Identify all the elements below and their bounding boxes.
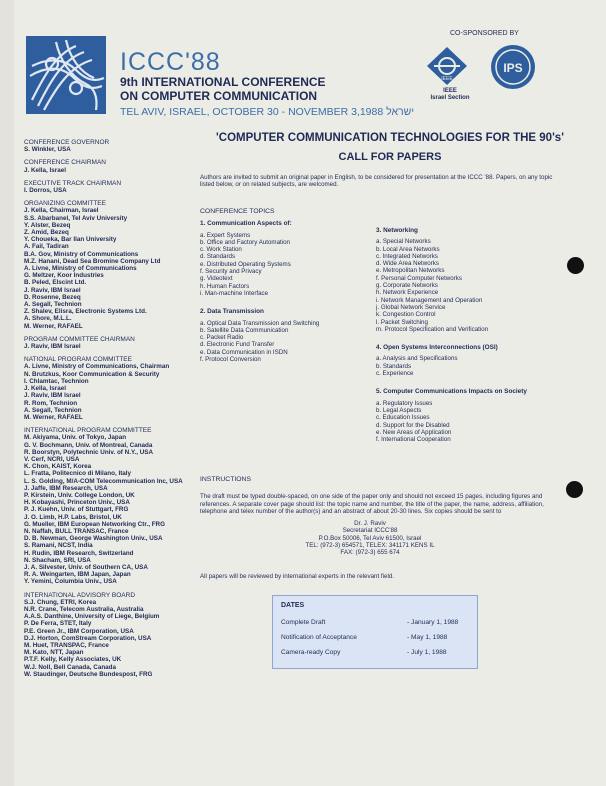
committee-member: N. Naffah, BULL TRANSAC, France <box>24 527 129 535</box>
committee-member: M. Akiyama, Univ. of Tokyo, Japan <box>24 434 127 442</box>
instructions-block <box>200 476 560 515</box>
committee-member: N.R. Crane, Telecom Australia, Australia <box>24 605 144 613</box>
topic-section-title: 2. Data Transmission <box>200 308 264 316</box>
committee-member: P.E. Green Jr., IBM Corporation, USA <box>24 627 134 635</box>
committee-section <box>24 159 199 173</box>
committee-member: W. Staudinger, Deutsche Bundespost, FRG <box>24 670 153 678</box>
topic-item: i. Network Management and Operation <box>376 296 483 304</box>
topic-item: l. Packet Switching <box>376 318 428 326</box>
committee-member: H. Kobayashi, Princeton Univ., USA <box>24 499 130 507</box>
committee-member: K. Chon, KAIST, Korea <box>24 463 92 471</box>
committee-member: P. J. Kuehn, Univ. of Stuttgart, FRG <box>24 506 129 514</box>
committee-member: J. Jaffe, IBM Research, USA <box>24 484 108 492</box>
topic-section-title: 4. Open Systems Interconnections (OSI) <box>376 344 498 352</box>
committee-column <box>24 139 199 684</box>
ieee-label <box>420 88 480 102</box>
date-row <box>273 645 477 660</box>
committee-member: Y. Yemini, Columbia Univ., USA <box>24 578 117 586</box>
date-value: - May 1, 1988 <box>407 634 448 641</box>
date-label: Complete Draft <box>281 619 326 626</box>
committee-label: ORGANIZING COMMITTEE <box>24 200 106 208</box>
topics-heading: CONFERENCE TOPICS <box>200 208 275 215</box>
topic-item: e. New Areas of Application <box>376 428 452 436</box>
committee-member: P. De Ferra, STET, Italy <box>24 620 92 628</box>
topic-item: g. Videotext <box>200 275 233 283</box>
committee-member: A. Segall, Technion <box>24 301 82 309</box>
committee-member: I. Chlamtac, Technion <box>24 377 89 385</box>
topic-item: a. Analysis and Specifications <box>376 355 458 363</box>
topic-item: f. Security and Privacy <box>200 268 262 276</box>
committee-member: J. A. Silvester, Univ. of Southern CA, USA <box>24 563 148 571</box>
topic-item: e. Data Communication in ISDN <box>200 348 288 356</box>
iccc-title: ICCC'88 <box>120 48 221 76</box>
committee-member: V. Cerf, NCRI, USA <box>24 455 80 463</box>
instructions-heading: INSTRUCTIONS <box>200 476 251 483</box>
contact-line: TEL: (972-3) 654571, TELEX: 341171 KENS IL <box>305 541 435 549</box>
binder-hole-icon <box>566 481 583 498</box>
committee-member: D. Rosenne, Bezeq <box>24 293 81 301</box>
topic-section-title: 3. Networking <box>376 227 418 234</box>
committee-label: NATIONAL PROGRAM COMMITTEE <box>24 356 132 364</box>
svg-text:IPS: IPS <box>503 61 523 75</box>
committee-section <box>24 180 199 194</box>
topic-item: b. Satellite Data Communication <box>200 326 289 334</box>
committee-member: A.A.S. Danthine, University of Liege, Belgium <box>24 613 160 621</box>
review-note: All papers will be reviewed by international experts in the relevant field. <box>200 573 394 580</box>
committee-member: G. V. Bochmann, Univ. of Montreal, Canada <box>24 441 153 449</box>
topic-item: d. Electronic Fund Transfer <box>200 341 275 349</box>
dates-box <box>272 595 478 669</box>
topic-item: c. Education Issues <box>376 414 430 422</box>
topic-item: b. Standards <box>376 362 412 370</box>
topic-item: a. Regulatory Issues <box>376 399 433 407</box>
binder-hole-icon <box>567 257 584 274</box>
topic-item: c. Integrated Networks <box>376 252 438 260</box>
committee-member: S.S. Abarbanel, Tel Aviv University <box>24 214 128 222</box>
topic-item: m. Protocol Specification and Verification <box>376 325 489 333</box>
ips-logo-icon <box>490 44 536 90</box>
committee-label: CONFERENCE CHAIRMAN <box>24 159 106 167</box>
conference-line-1: 9th INTERNATIONAL CONFERENCE <box>120 75 326 89</box>
contact-line: P.O.Box 50006, Tel Aviv 61500, Israel <box>318 534 422 542</box>
topic-item: b. Office and Factory Automation <box>200 238 290 246</box>
conference-dateline: TEL AVIV, ISRAEL, OCTOBER 30 - NOVEMBER 3,1988 ישראל <box>120 106 415 118</box>
date-value: - July 1, 1988 <box>407 649 447 656</box>
committee-member: G. Meltzer, Koor Industries <box>24 272 104 280</box>
committee-member: J. Kella, Israel <box>24 385 67 393</box>
committee-member: M.Z. Hanani, Dead Sea Bromine Company Ltd <box>24 257 161 265</box>
topic-item: c. Experience <box>376 370 414 378</box>
topic-item: h. Human Factors <box>200 282 250 290</box>
committee-member: M. Kato, NTT, Japan <box>24 649 84 657</box>
topic-item: b. Legal Aspects <box>376 406 422 414</box>
contact-line: Secretariat ICCC'88 <box>342 527 398 535</box>
topic-item: f. Personal Computer Networks <box>376 274 462 282</box>
svg-text:IEEE: IEEE <box>441 76 453 82</box>
committee-label: INTERNATIONAL ADVISORY BOARD <box>24 591 136 599</box>
committee-section <box>24 139 199 153</box>
intro-paragraph: Authors are invited to submit an original paper in English, to be considered for presentation at the ICCC '88. Papers, on any topic listed below, or on related subjects, are welcomed. <box>200 174 553 189</box>
topic-item: g. Corporate Networks <box>376 282 438 290</box>
committee-member: R. Rom, Technion <box>24 399 78 407</box>
topic-item: a. Optical Data Transmission and Switching <box>200 319 320 327</box>
topics-column-a <box>200 208 370 369</box>
committee-member: S. Winkler, USA <box>24 146 71 154</box>
committee-member: A. Livne, Ministry of Communications <box>24 265 137 273</box>
topic-item: d. Standards <box>200 253 236 261</box>
committee-member: B. Peled, Elscint Ltd. <box>24 279 87 287</box>
committee-section <box>24 592 199 678</box>
topic-item: f. International Cooperation <box>376 436 451 444</box>
committee-member: D.J. Horton, ComStream Corporation, USA <box>24 634 152 642</box>
committee-section <box>24 356 199 421</box>
committee-member: R. Boorstyn, Polytechnic Univ. of N.Y., USA <box>24 448 153 456</box>
committee-member: N. Brutzkus, Koor Communication & Security <box>24 370 160 378</box>
committee-member: N. Shacham, SRI, USA <box>24 556 91 564</box>
paper-theme-title: 'COMPUTER COMMUNICATION TECHNOLOGIES FOR THE 90's' <box>216 132 564 144</box>
topic-item: d. Support for the Disabled <box>376 421 450 429</box>
conference-logo-icon <box>26 36 106 114</box>
committee-member: J. Raviv, IBM Israel <box>24 286 81 294</box>
committee-member: J. Raviv, IBM Israel <box>24 343 81 351</box>
topic-item: c. Work Station <box>200 246 242 254</box>
committee-member: G. Mueller, IBM European Networking Ctr., FRG <box>24 520 165 528</box>
topic-item: d. Wide Area Networks <box>376 260 439 268</box>
date-value: - January 1, 1988 <box>407 619 459 626</box>
topic-item: c. Packet Radio <box>200 334 244 342</box>
topic-section-title: 1. Communication Aspects of: <box>200 220 292 228</box>
committee-member: S. Ramani, NCST, India <box>24 542 93 550</box>
instructions-text: The draft must be typed double-spaced, on one side of the paper only and should not exceed 15 pages, including figures and references. A separate cover page should list: the topic name and number, the title of the paper, the name, address, affiliation, telephone and telex number of the author(s) and an abstract of about 20-30 lines. Six copies should be sent to <box>200 493 544 515</box>
co-sponsored-label: CO-SPONSORED BY <box>450 30 519 37</box>
topic-item: f. Protocol Conversion <box>200 356 261 364</box>
topic-item: h. Network Experience <box>376 289 439 297</box>
date-label: Camera-ready Copy <box>281 649 341 656</box>
committee-member: Y. Alster, Bezeq <box>24 221 71 229</box>
committee-member: L. Fratta, Politecnico di Milano, Italy <box>24 470 132 478</box>
committee-member: Y. Choueka, Bar Ilan University <box>24 236 117 244</box>
date-label: Notification of Acceptance <box>281 634 357 641</box>
topic-item: e. Distributed Operating Systems <box>200 260 291 268</box>
committee-member: I. Dorros, USA <box>24 187 67 195</box>
committee-member: J. Kella, Chairman, Israel <box>24 207 99 215</box>
committee-member: P. Kirstein, Univ. College London, UK <box>24 491 135 499</box>
topic-item: b. Local Area Networks <box>376 245 440 253</box>
committee-member: M. Werner, RAFAEL <box>24 413 83 421</box>
topics-column-b <box>376 222 566 449</box>
committee-member: W.J. Noll, Bell Canada, Canada <box>24 663 117 671</box>
committee-member: J. O. Limb, H.P. Labs, Bristol, UK <box>24 513 122 521</box>
committee-label: PROGRAM COMMITTEE CHAIRMAN <box>24 335 135 343</box>
date-row <box>273 630 477 645</box>
committee-member: D. B. Newman, George Washington Univ., USA <box>24 535 163 543</box>
committee-member: L. S. Golding, M/A-COM Telecommunication Inc, USA <box>24 477 183 485</box>
topic-item: e. Metropolitan Networks <box>376 267 445 275</box>
committee-label: INTERNATIONAL PROGRAM COMMITTEE <box>24 427 152 435</box>
committee-section <box>24 200 199 330</box>
topic-item: k. Congestion Control <box>376 311 436 319</box>
committee-member: S.J. Chung, ETRI, Korea <box>24 598 97 606</box>
committee-member: M. Werner, RAFAEL <box>24 322 83 330</box>
ieee-section-text: Israel Section <box>430 95 470 101</box>
conference-line-2: ON COMPUTER COMMUNICATION <box>120 89 318 103</box>
call-for-papers-heading: CALL FOR PAPERS <box>338 151 442 163</box>
committee-member: J. Kella, Israel <box>24 166 67 174</box>
committee-member: M. Huet, TRANSPAC, France <box>24 642 109 649</box>
committee-member: A. Livne, Ministry of Communications, Chairman <box>24 363 170 371</box>
topic-section-title: 5. Computer Communications Impacts on Society <box>376 388 527 396</box>
committee-member: Z. Amid, Bezeq <box>24 229 69 237</box>
topic-item: a. Special Networks <box>376 238 431 246</box>
committee-member: A. Shore, M.L.L. <box>24 315 72 323</box>
committee-member: A. Segall, Technion <box>24 406 82 414</box>
committee-member: H. Rudin, IBM Research, Switzerland <box>24 549 134 557</box>
contact-line: Dr. J. Raviv <box>354 520 386 527</box>
contact-address <box>240 520 500 556</box>
date-row <box>273 615 477 630</box>
contact-line: FAX: (972-3) 655 674 <box>340 549 400 557</box>
topic-item: i. Man-machine Interface <box>200 289 269 297</box>
page-edge <box>0 0 14 786</box>
committee-member: B.A. Gov, Ministry of Communications <box>24 250 139 258</box>
committee-section <box>24 427 199 585</box>
committee-section <box>24 336 199 350</box>
committee-member: J. Raviv, IBM Israel <box>24 392 81 400</box>
dates-heading: DATES <box>281 602 305 609</box>
conference-title-block <box>120 50 414 119</box>
committee-member: R. A. Weingarten, IBM Japan, Japan <box>24 571 131 579</box>
committee-member: A. Fail, Tadiran <box>24 243 69 251</box>
committee-member: P.T.F. Kelly, Kelly Associates, UK <box>24 656 122 664</box>
topic-item: j. Global Network Service <box>376 303 446 311</box>
ieee-logo-icon <box>426 46 468 86</box>
committee-label: EXECUTIVE TRACK CHAIRMAN <box>24 179 122 187</box>
committee-label: CONFERENCE GOVERNOR <box>24 139 110 146</box>
topic-item: a. Expert Systems <box>200 231 251 239</box>
ieee-text: IEEE <box>443 88 457 94</box>
committee-member: Z. Shalev, Elisra, Electronic Systems Ltd. <box>24 308 147 316</box>
